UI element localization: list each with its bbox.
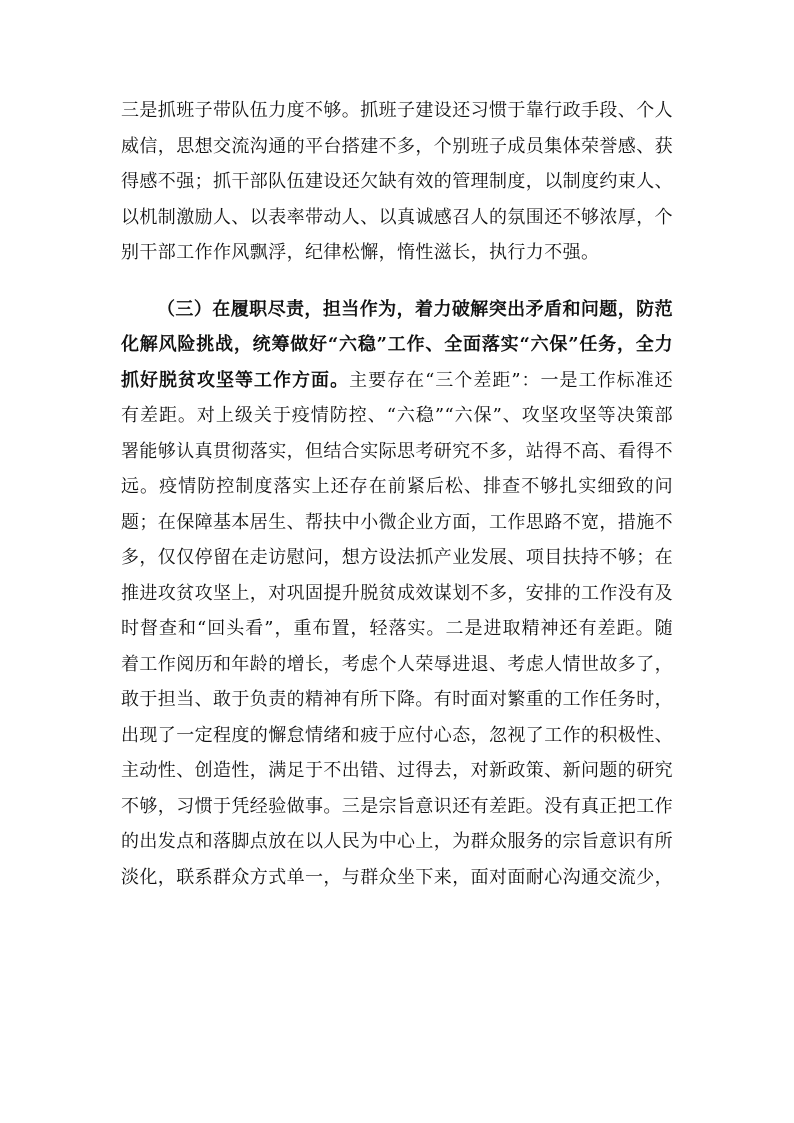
paragraph-team-building: 三是抓班子带队伍力度不够。抓班子建设还习惯于靠行政手段、个人威信，思想交流沟通的平台搭建不多，个别班子成员集体荣誉感、获得感不强；抓干部队伍建设还欠缺有效的管理制度，以制度约束人、以机制激励人、以表率带动人、以真诚感召人的氛围还不够浓厚，个别干部工作作风飘浮，纪律松懈，惰性滋长，执行力不强。 [121,100,673,263]
paragraph-duty-performance [121,292,673,896]
document-body [121,93,673,895]
section-three-body: 主要存在“三个差距”：一是工作标准还有差距。对上级关于疫情防控、“六稳”“六保”、攻坚攻坚等决策部署能够认真贯彻落实，但结合实际思考研究不多，站得不高、看得不远。疫情防控制度落实上还存在前紧后松、排查不够扎实细致的问题；在保障基本居生、帮扶中小微企业方面，工作思路不宽，措施不多，仅仅停留在走访慰问，想方设法抓产业发展、项目扶持不够；在推进攻贫攻坚上，对巩固提升脱贫成效谋划不多，安排的工作没有及时督查和“回头看”，重布置，轻落实。二是进取精神还有差距。随着工作阅历和年龄的增长，考虑个人荣辱进退、考虑人情世故多了，敢于担当、敢于负责的精神有所下降。有时面对繁重的工作任务时，出现了一定程度的懈怠情绪和疲于应付心态，忽视了工作的积极性、主动性、创造性，满足于不出错、过得去，对新政策、新问题的研究不够，习惯于凭经验做事。三是宗旨意识还有差距。没有真正把工作的出发点和落脚点放在以人民为中心上，为群众服务的宗旨意识有所淡化，联系群众方式单一，与群众坐下来，面对面耐心沟通交流少， [121,369,673,888]
section-heading-three: （三）在履职尽责，担当作为，着力破解突出矛盾和问题，防范化解风险挑战，统筹做好“六稳”工作、全面落实“六保”任务，全力抓好脱贫攻坚等工作方面。 [121,298,673,391]
